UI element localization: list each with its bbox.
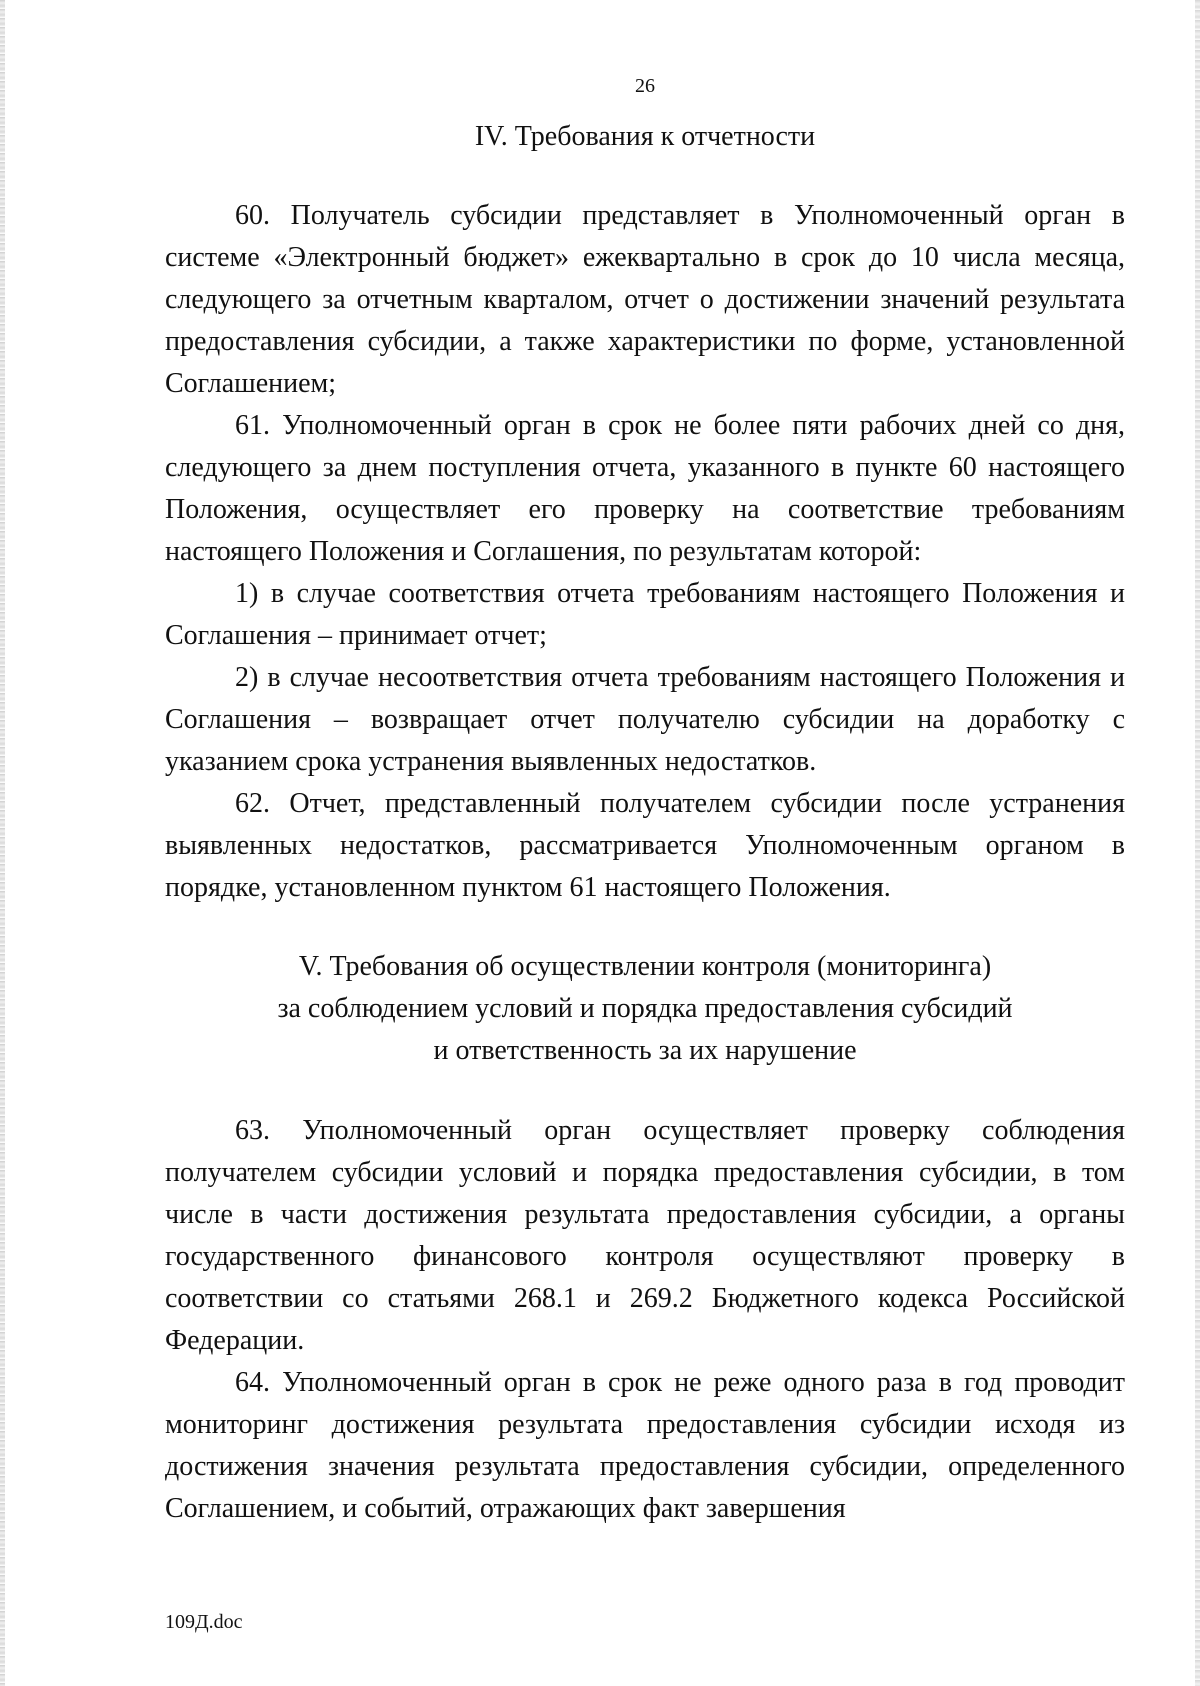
paragraph-63: 63. Уполномоченный орган осуществляет проверку соблюдения получателем субсидии условий и порядка предоставления субсидии, в том числе в части достижения результата предоставления субсидии, а органы государственного финансового контроля осуществляют проверку в соответствии со статьями 268.1 и 269.2 Бюджетного кодекса Российской Федерации.	[165, 1115, 1125, 1356]
section-heading-control-monitoring	[165, 946, 1125, 1072]
section-heading-line-2: за соблюдением условий и порядка предоставления субсидий	[277, 993, 1013, 1024]
section-heading-requirements-reporting: IV. Требования к отчетности	[474, 121, 816, 152]
footer-filename: 109Д.doc	[165, 1611, 243, 1633]
paragraph-61-subitem-1: 1) в случае соответствия отчета требованиям настоящего Положения и Соглашения – принимает отчет;	[165, 578, 1125, 651]
scan-edge-right	[1195, 0, 1200, 1686]
paragraph-62: 62. Отчет, представленный получателем субсидии после устранения выявленных недостатков, рассматривается Уполномоченным органом в порядке, установленном пунктом 61 настоящего Положения.	[165, 788, 1125, 903]
page-number: 26	[635, 75, 655, 97]
document-body	[165, 116, 1125, 1530]
paragraph-61-subitem-2: 2) в случае несоответствия отчета требованиям настоящего Положения и Соглашения – возвращает отчет получателю субсидии на доработку с указанием срока устранения выявленных недостатков.	[165, 662, 1125, 777]
section-heading-line-1: V. Требования об осуществлении контроля (мониторинга)	[298, 951, 992, 982]
scan-edge-left	[0, 0, 5, 1686]
paragraph-64: 64. Уполномоченный орган в срок не реже одного раза в год проводит мониторинг достижения результата предоставления субсидии исходя из достижения значения результата предоставления субсидии, определенного Соглашением, и событий, отражающих факт завершения	[165, 1367, 1125, 1524]
paragraph-60: 60. Получатель субсидии представляет в Уполномоченный орган в системе «Электронный бюджет» ежеквартально в срок до 10 числа месяца, следующего за отчетным кварталом, отчет о достижении значений результата предоставления субсидии, а также характеристики по форме, установленной Соглашением;	[165, 200, 1125, 399]
section-heading-line-3: и ответственность за их нарушение	[433, 1035, 857, 1066]
paragraph-61: 61. Уполномоченный орган в срок не более пяти рабочих дней со дня, следующего за днем поступления отчета, указанного в пункте 60 настоящего Положения, осуществляет его проверку на соответствие требованиям настоящего Положения и Соглашения, по результатам которой:	[165, 410, 1125, 567]
